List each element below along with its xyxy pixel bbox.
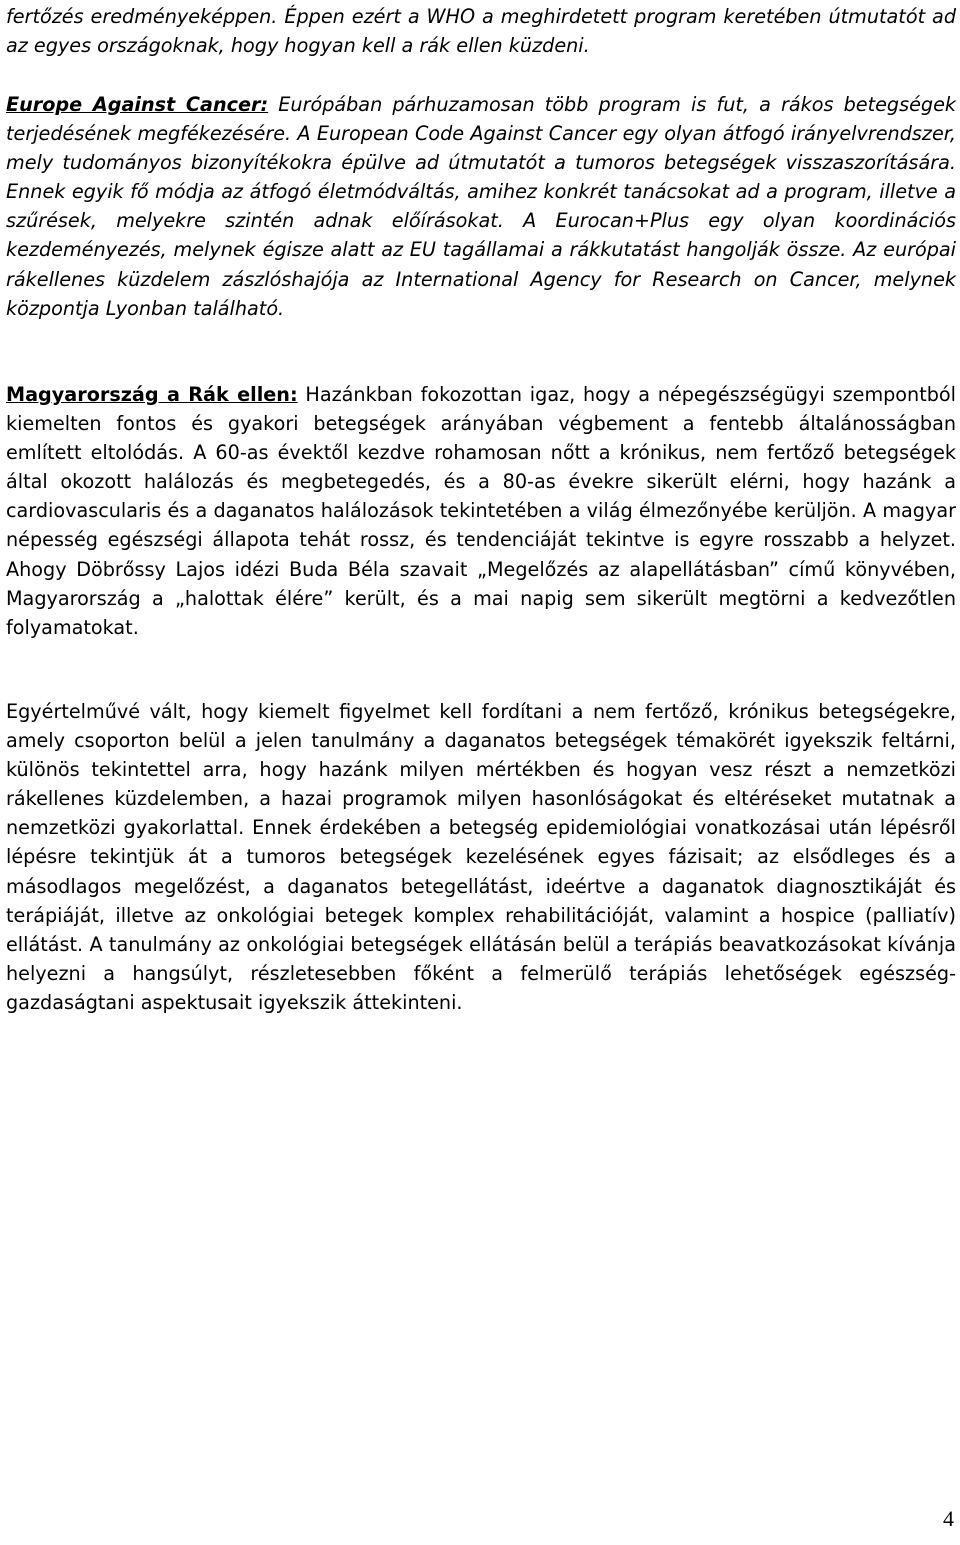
paragraph-text: Európában párhuzamosan több program is fut, a rákos betegségek terjedésének megfékezésére. A European Code Against Cancer egy olyan átfogó irányelvrendszer, mely tudományos bizonyítékokra épülve ad útmutatót a tumoros betegségek visszaszorítására. Ennek egyik fő módja az átfogó életmódváltás, amihez konkrét tanácsokat ad a program, illetve a szűrések, melyekre szintén adnak előírásokat. A Eurocan+Plus egy olyan koordinációs kezdeményezés, melynek égisze alatt az EU tagállamai a rákkutatást hangolják össze. Az európai rákellenes küzdelem zászlóshajója az International Agency for Research on Cancer, melynek központja Lyonban található. [6, 93, 956, 320]
section-heading-magyarorszag: Magyarország a Rák ellen: [6, 383, 298, 406]
paragraph-study-scope [6, 697, 956, 1017]
page-number: 4 [943, 1506, 954, 1531]
paragraph-text: Hazánkban fokozottan igaz, hogy a népegészségügyi szempontból kiemelten fontos és gyakori betegségek arányában végbement a fentebb általánosságban említett eltolódás. A 60-as évektől kezdve rohamosan nőtt a krónikus, nem fertőző betegségek által okozott halálozás és megbetegedés, és a 80-as évekre sikerült elérni, hogy hazánk a cardiovascularis és a daganatos halálozások tekintetében a világ élmezőnyébe kerüljön. A magyar népesség egészségi állapota tehát rossz, és tendenciáját tekintve is egyre rosszabb a helyzet. Ahogy Döbrőssy Lajos idézi Buda Béla szavait „Megelőzés az alapellátásban” című könyvében, Magyarország a „halottak élére” került, és a mai napig sem sikerült megtörni a kedvezőtlen folyamatokat. [6, 383, 956, 639]
section-heading-europe-against-cancer: Europe Against Cancer: [6, 93, 269, 116]
paragraph-text: Egyértelművé vált, hogy kiemelt figyelmet kell fordítani a nem fertőző, krónikus betegségekre, amely csoporton belül a jelen tanulmány a daganatos betegségek témakörét igyekszik feltárni, különös tekintettel arra, hogy hazánk milyen mértékben és hogyan vesz részt a nemzetközi rákellenes küzdelemben, a hazai programok milyen hasonlóságokat és eltéréseket mutatnak a nemzetközi gyakorlattal. Ennek érdekében a betegség epidemiológiai vonatkozásai után lépésről lépésre tekintjük át a tumoros betegségek kezelésének egyes fázisait; az elsődleges és a másodlagos megelőzést, a daganatos betegellátást, ideértve a daganatok diagnosztikáját és terápiáját, illetve az onkológiai betegek komplex rehabilitációját, valamint a hospice (palliatív) ellátást. A tanulmány az onkológiai betegségek ellátásán belül a terápiás beavatkozásokat kívánja helyezni a hangsúlyt, részletesebben főként a felmerülő terápiás lehetőségek egészség-gazdaságtani aspektusait igyekszik áttekinteni. [6, 700, 956, 1014]
paragraph-who-guidance [6, 2, 956, 60]
paragraph-magyarorszag-a-rak-ellen [6, 380, 956, 642]
paragraph-europe-against-cancer [6, 90, 956, 323]
paragraph-text: fertőzés eredményeképpen. Éppen ezért a WHO a meghirdetett program keretében útmutatót ad az egyes országoknak, hogy hogyan kell a rák ellen küzdeni. [6, 5, 956, 58]
